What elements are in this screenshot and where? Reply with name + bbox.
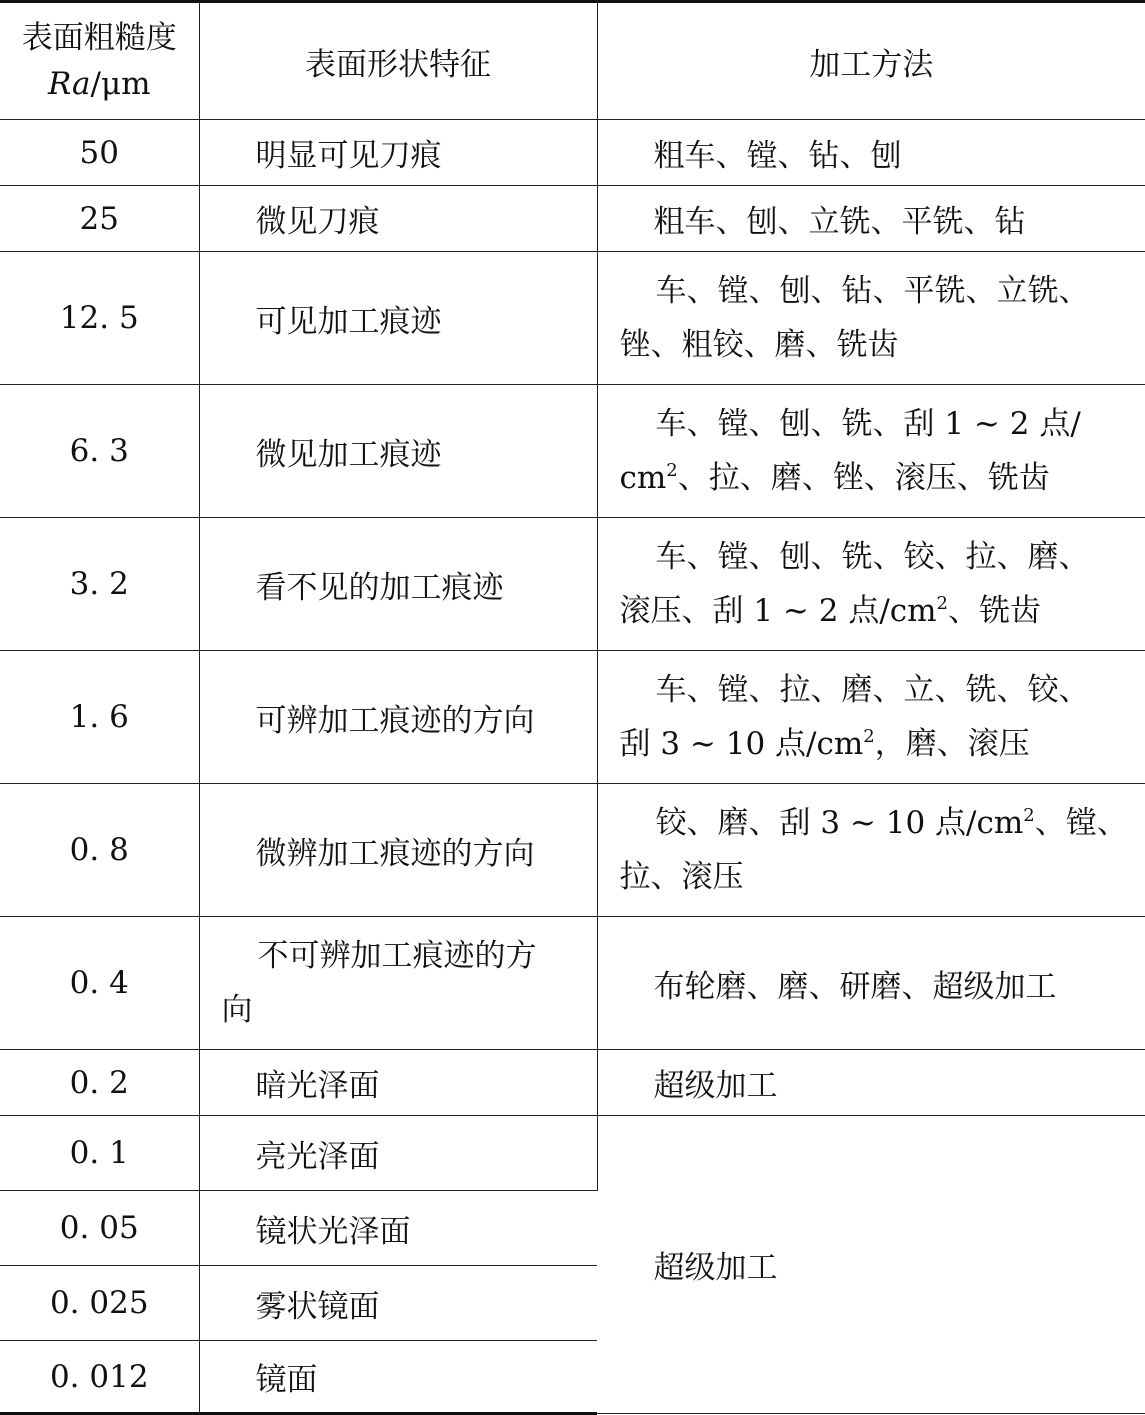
surface-feature: 雾状镜面	[199, 1266, 597, 1341]
table-row	[0, 252, 1145, 385]
table-row	[0, 1050, 1145, 1116]
method-line-2: 拉、滚压	[619, 859, 744, 895]
superscript: 2	[666, 460, 678, 481]
method-line-2: 锉、粗铰、磨、铣齿	[619, 327, 899, 363]
method-text: 铰、磨、刮 3 ~ 10 点/cm	[655, 805, 1024, 841]
superscript: 2	[1023, 805, 1035, 826]
surface-feature: 镜状光泽面	[199, 1191, 597, 1266]
machining-method	[597, 252, 1145, 385]
machining-method	[597, 385, 1145, 518]
ra-value: 6. 3	[0, 385, 199, 518]
surface-feature: 微见刀痕	[199, 186, 597, 252]
machining-method-merged: 超级加工	[597, 1116, 1145, 1414]
method-line-1: 车、镗、拉、磨、立、铣、铰、	[655, 672, 1090, 708]
ra-value: 3. 2	[0, 518, 199, 651]
ra-value: 12. 5	[0, 252, 199, 385]
superscript: 2	[936, 593, 948, 614]
method-line-2	[620, 451, 1130, 505]
method-text: 、拉、磨、锉、滚压、铣齿	[677, 460, 1050, 496]
table-row	[0, 784, 1145, 917]
method-text: ，磨、滚压	[874, 726, 1030, 762]
machining-method: 粗车、刨、立铣、平铣、钻	[597, 186, 1145, 252]
surface-feature: 可见加工痕迹	[199, 252, 597, 385]
ra-symbol: Ra	[47, 66, 91, 102]
method-line-2	[620, 717, 1130, 771]
ra-value: 0. 8	[0, 784, 199, 917]
header-machining-method: 加工方法	[597, 2, 1145, 120]
method-text: 、铣齿	[948, 593, 1041, 629]
method-text: 刮 3 ~ 10 点/cm	[619, 726, 864, 762]
table-row	[0, 120, 1145, 186]
header-roughness-unit	[0, 61, 199, 107]
machining-method	[597, 518, 1145, 651]
surface-feature: 微见加工痕迹	[199, 385, 597, 518]
feature-line-1: 不可辨加工痕迹的方	[257, 938, 537, 974]
ra-value: 1. 6	[0, 651, 199, 784]
ra-value: 0. 4	[0, 917, 199, 1050]
machining-method	[597, 651, 1145, 784]
surface-feature: 看不见的加工痕迹	[199, 518, 597, 651]
feature-line-2: 向	[221, 992, 253, 1028]
method-line-1: 车、镗、刨、钻、平铣、立铣、	[655, 273, 1090, 309]
table-row	[0, 651, 1145, 784]
machining-method	[597, 784, 1145, 917]
surface-feature: 明显可见刀痕	[199, 120, 597, 186]
surface-feature: 微辨加工痕迹的方向	[199, 784, 597, 917]
ra-value: 0. 1	[0, 1116, 199, 1191]
ra-value: 0. 012	[0, 1341, 199, 1414]
table-row	[0, 385, 1145, 518]
header-roughness-title: 表面粗糙度	[21, 20, 177, 56]
method-line-1: 车、镗、刨、铣、刮 1 ~ 2 点/	[655, 406, 1081, 442]
surface-feature: 亮光泽面	[199, 1116, 597, 1191]
machining-method: 超级加工	[597, 1050, 1145, 1116]
ra-value: 0. 2	[0, 1050, 199, 1116]
method-line-1: 车、镗、刨、铣、铰、拉、磨、	[655, 539, 1090, 575]
machining-method: 粗车、镗、钻、刨	[597, 120, 1145, 186]
method-text: 滚压、刮 1 ~ 2 点/cm	[619, 593, 937, 629]
table-header-row	[0, 2, 1145, 120]
header-surface-feature: 表面形状特征	[199, 2, 597, 120]
method-line-2	[620, 584, 1130, 638]
surface-feature	[199, 917, 597, 1050]
machining-method: 布轮磨、磨、研磨、超级加工	[597, 917, 1145, 1050]
surface-feature: 镜面	[199, 1341, 597, 1414]
surface-feature: 可辨加工痕迹的方向	[199, 651, 597, 784]
table-row	[0, 186, 1145, 252]
method-line-1	[620, 796, 1128, 850]
ra-value: 0. 05	[0, 1191, 199, 1266]
method-text: cm	[619, 460, 667, 496]
ra-value: 0. 025	[0, 1266, 199, 1341]
ra-value: 25	[0, 186, 199, 252]
table-row	[0, 917, 1145, 1050]
method-text: 、镗、	[1034, 805, 1128, 841]
surface-feature: 暗光泽面	[199, 1050, 597, 1116]
header-roughness	[0, 2, 199, 120]
superscript: 2	[863, 726, 875, 747]
table-row	[0, 1116, 1145, 1191]
unit-um: /μm	[90, 66, 151, 102]
ra-value: 50	[0, 120, 199, 186]
table-row	[0, 518, 1145, 651]
